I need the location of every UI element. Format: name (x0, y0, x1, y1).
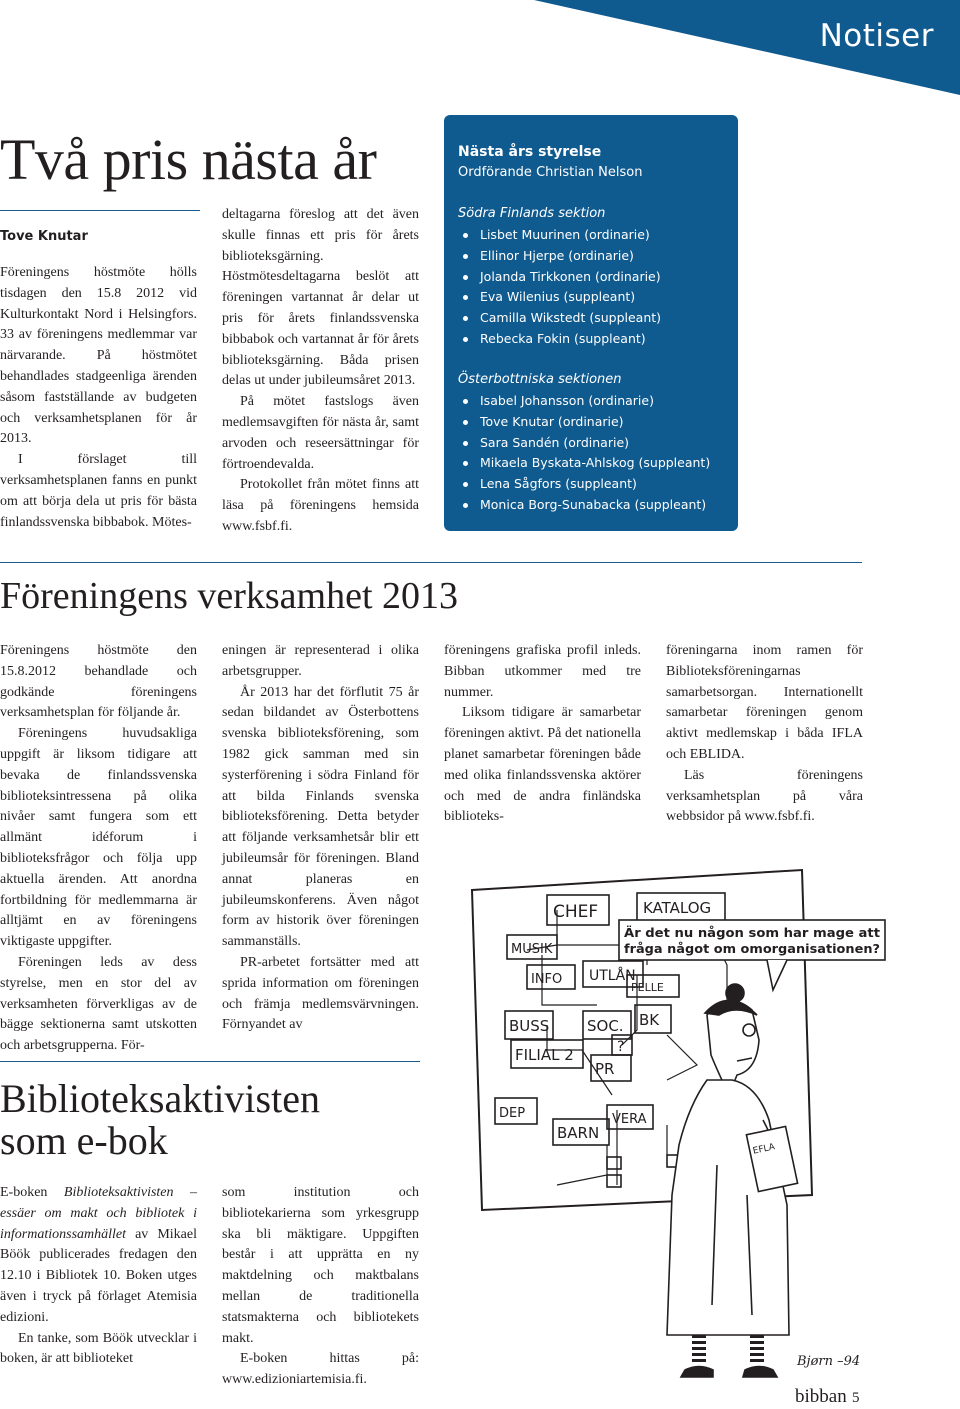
paragraph: På mötet fastslogs även medlemsavgiften för nästa år, samt arvoden och reseersättningar för förtroendevalda. (222, 394, 419, 472)
divider-rule (0, 210, 200, 211)
article1-column-1 (0, 263, 197, 533)
board-member (458, 246, 661, 267)
chart-box-small (607, 1157, 621, 1169)
paragraph: En tanke, som Böök utvecklar i boken, är att biblioteket (0, 1330, 197, 1367)
article1-column-2 (222, 205, 419, 538)
board-section-title: Södra Finlands sektion (458, 206, 606, 221)
member-name: Camilla Wikstedt (suppleant) (480, 310, 662, 326)
member-name: Isabel Johansson (ordinarie) (480, 393, 654, 408)
chart-label: KATALOG (643, 899, 712, 917)
board-member (458, 495, 710, 516)
article2-column-2 (222, 641, 419, 1036)
member-name: Monica Borg-Sunabacka (suppleant) (480, 496, 707, 512)
title-line: Biblioteksaktivisten (0, 1076, 320, 1121)
board-member-list (458, 225, 661, 350)
member-name: Sara Sandén (ordinarie) (480, 434, 630, 450)
chart-label: INFO (531, 972, 563, 987)
paragraph: Liksom tidigare är samarbetar föreningen aktivt. På det nationella planet samarbetar föreningen både med olika finlandssvenska aktörer och med de andra finländska biblioteks- (444, 705, 641, 825)
bullet-icon (463, 399, 468, 404)
board-member (458, 474, 710, 495)
paragraph (0, 1183, 197, 1329)
paragraph: PR-arbetet fortsätter med att sprida information om föreningen och främja medlemsvärvningen. Förnyandet av (222, 954, 419, 1033)
chart-label: VERA (612, 1112, 647, 1127)
legs-striped-icon (699, 1335, 757, 1365)
chart-label: MUSIK (511, 942, 553, 957)
paragraph: Föreningens huvudsakliga uppgift är liksom tidigare att bevaka de finlandssvenska biblioteksintressena på olika nivåer samt fungera som ett allmänt idéforum i biblioteksfrågor och följa upp aktuella ärenden. Att anordna fortbildning för medlemmarna är alltjämt en av föreningens viktigaste uppgifter. (0, 726, 197, 950)
bullet-icon (463, 295, 468, 300)
paragraph: eningen är representerad i olika arbetsgrupper. (222, 643, 419, 679)
chart-label: BUSS (509, 1017, 550, 1035)
librarian-figure (667, 984, 798, 1377)
bullet-icon (463, 441, 468, 446)
board-member (458, 225, 661, 246)
board-member (458, 287, 661, 308)
chart-label: BARN (557, 1124, 600, 1142)
member-name: Ellinor Hjerpe (ordinarie) (480, 247, 634, 263)
article-title-verksamhet: Föreningens verksamhet 2013 (0, 575, 459, 617)
article2-column-4 (666, 641, 863, 828)
paragraph: deltagarna föreslog att det även skulle finnas ett pris för årets biblioteksgärning. Höstmötesdeltagarna beslöt att föreningen vartannat år delar ut pris för årets finlandssvenska bibbabok och vartannat år för årets biblioteksgärning. Båda prisen delas ut under jubileumsåret 2013. (222, 207, 419, 389)
member-name: Lisbet Muurinen (ordinarie) (480, 227, 650, 242)
paragraph: År 2013 har det förflutit 75 år sedan bildandet av Österbottens svenska biblioteksförening, som 1982 gick samman med sin systerförening i södra Finland för att bilda Finlands svenska biblioteksförening. Detta betyder att följande verksamhetsår blir ett jubileumsår för föreningen. Bland annat planeras en jubileumskonferens. Även något form av historik över föreningen sammanställs. (222, 684, 419, 950)
member-name: Lena Sågfors (suppleant) (480, 476, 637, 492)
chart-label: SOC. (587, 1017, 624, 1035)
board-member-list (458, 391, 710, 516)
board-member (458, 453, 710, 474)
bullet-icon (463, 233, 468, 238)
article3-column-2 (222, 1183, 419, 1391)
chart-label: BK (639, 1011, 660, 1029)
bullet-icon (463, 275, 468, 280)
page-number: 5 (852, 1390, 860, 1406)
article2-column-3 (444, 641, 641, 828)
paragraph: Föreningens höstmöte hölls tisdagen den 15.8 2012 vid Kulturkontakt Nord i Helsingfors. 33 av föreningens medlemmar var närvarande. På höstmötet behandlades stadgeenliga ärenden såsom fastställande av budgeten och verksamhetsplanen för år 2013. (0, 265, 197, 447)
chart-label: DEP (499, 1106, 526, 1121)
book-title: Biblioteksaktivisten – essäer om makt och bibliotek i informationssamhället (0, 1185, 197, 1242)
divider-rule (0, 562, 862, 563)
speech-text: fråga något om omorganisationen? (624, 941, 880, 956)
member-name: Rebecka Fokin (suppleant) (480, 330, 646, 346)
text-run: av Mikael Böök publicerades fredagen den 12.10 i Bibliotek 10. Boken utges även i tryck på förlaget Atemisia edizioni. (0, 1226, 197, 1325)
board-member (458, 412, 710, 433)
cartoon-illustration (467, 865, 887, 1385)
paragraph: som institution och bibliotekarierna som yrkesgrupp ska bli mäktigare. Uppgiften består i att upprätta en ny maktdelning och maktbalans mellan de traditionella statsmakterna och bibliotekets makt. (222, 1185, 419, 1346)
member-name: Mikaela Byskata-Ahlskog (suppleant) (480, 455, 711, 471)
chart-label: PR (595, 1060, 615, 1078)
bullet-icon (463, 420, 468, 425)
paragraph: Föreningen leds av dess styrelse, men en stor del av verksamheten förverkligas av de bägge sektionerna samt utskotten och arbetsgrupperna. För- (0, 954, 197, 1054)
chart-label: FILIAL 2 (515, 1046, 574, 1064)
board-chair: Ordförande Christian Nelson (458, 165, 643, 180)
bullet-icon (463, 482, 468, 487)
chart-label: ? (617, 1039, 625, 1055)
chart-label: EFLA (752, 1142, 776, 1157)
bullet-icon (463, 254, 468, 259)
bullet-icon (463, 316, 468, 321)
paragraph: I förslaget till verksamhetsplanen fanns en punkt om att börja dela ut pris för bästa finlandssvenska bibbabok. Mötes- (0, 452, 197, 530)
coat (667, 1080, 789, 1335)
text-run: E-boken (0, 1185, 64, 1200)
board-section-title: Österbottniska sektionen (458, 372, 622, 387)
board-member (458, 433, 710, 454)
bullet-icon (463, 503, 468, 508)
hair-bun-icon (726, 984, 744, 1002)
speech-bubble-tail (767, 960, 787, 990)
bullet-icon (463, 337, 468, 342)
board-info-box (444, 115, 738, 531)
article-title-tva-pris: Två pris nästa år (0, 127, 377, 192)
article3-column-1 (0, 1183, 197, 1370)
board-title: Nästa års styrelse (458, 144, 602, 160)
board-member (458, 267, 661, 288)
magazine-brand: bibban (795, 1386, 847, 1407)
paragraph: Protokollet från mötet finns att läsa på föreningens hemsida www.fsbf.fi. (222, 477, 419, 534)
board-member (458, 329, 661, 350)
section-label: Notiser (819, 18, 934, 54)
paragraph: föreningens grafiska profil inleds. Bibban utkommer med tre nummer. (444, 643, 641, 700)
paragraph: E-boken hittas på: www.edizioniartemisia.fi. (222, 1351, 419, 1388)
artist-signature: Bjørn –94 (797, 1354, 861, 1369)
article2-column-1 (0, 641, 197, 1057)
chart-label: PELLE (631, 981, 664, 994)
board-member (458, 308, 661, 329)
paragraph: Läs föreningens verksamhetsplan på våra webbsidor på www.fsbf.fi. (666, 767, 863, 825)
title-line: som e-bok (0, 1118, 168, 1163)
author-byline: Tove Knutar (0, 229, 88, 244)
member-name: Eva Wilenius (suppleant) (480, 289, 636, 305)
chart-box-small (607, 1175, 621, 1187)
shoe-icon (743, 1367, 777, 1378)
bullet-icon (463, 461, 468, 466)
speech-text: Är det nu någon som har mage att (624, 925, 881, 940)
chart-label: CHEF (553, 902, 599, 922)
board-member (458, 391, 710, 412)
paragraph: föreningarna inom ramen för Biblioteksföreningarnas samarbetsorgan. Internationellt samarbetar föreningen genom aktivt medlemskap i båda IFLA och EBLIDA. (666, 643, 863, 762)
paragraph: Föreningens höstmöte den 15.8.2012 behandlade och godkände föreningens verksamhetsplan för följande år. (0, 643, 197, 721)
article-title-biblioteksaktivisten (0, 1078, 340, 1162)
header-band (0, 0, 960, 95)
member-name: Jolanda Tirkkonen (ordinarie) (480, 268, 661, 284)
member-name: Tove Knutar (ordinarie) (480, 413, 624, 429)
shoe-icon (681, 1367, 713, 1378)
divider-rule (0, 1061, 420, 1062)
chart-label: UTLÅN (589, 968, 636, 984)
